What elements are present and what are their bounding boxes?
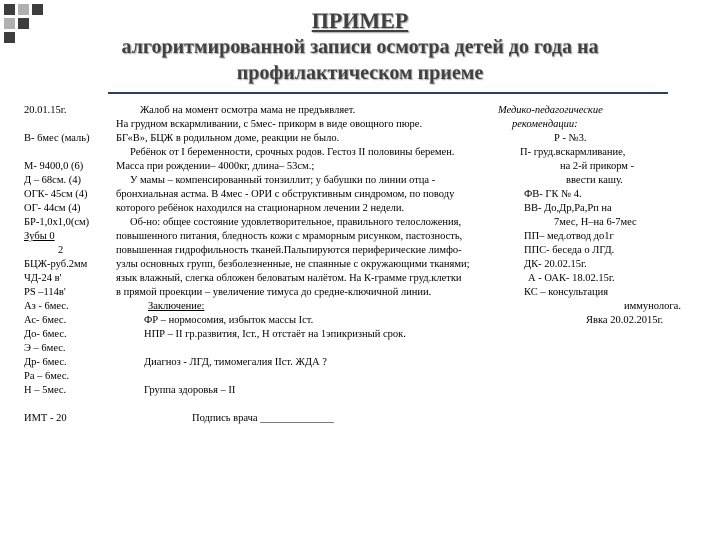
- left-line: Ас- 6мес.: [24, 315, 67, 326]
- recommendations-heading: рекомендации:: [512, 119, 578, 130]
- middle-line: НПР – II гр.развития, Iст., Н отстаёт на 1эпикризный срок.: [144, 329, 406, 340]
- left-line: 20.01.15г.: [24, 105, 67, 116]
- left-line: До- 6мес.: [24, 329, 67, 340]
- right-line: 7мес, Н–на 6-7мес: [554, 217, 637, 228]
- left-line: PS –114в': [24, 287, 66, 298]
- middle-line: язык влажный, слегка обложен беловатым налётом. На К-грамме груд.клетки: [116, 273, 462, 284]
- left-line: В- 6мес (маль): [24, 133, 90, 144]
- middle-line: в прямой проекции – увеличение тимуса до средне-ключичной линии.: [116, 287, 432, 298]
- page-subtitle-line2: профилактическом приеме: [236, 62, 484, 84]
- left-line: Зубы 0: [24, 231, 55, 242]
- middle-line: ФР – нормосомия, избыток массы Iст.: [144, 315, 314, 326]
- right-line: ВВ- До,Др,Ра,Рп на: [524, 203, 612, 214]
- middle-line: Масса при рождении– 4000кг, длина– 53см.;: [116, 161, 315, 172]
- diagnosis-line: Диагноз - ЛГД, тимомегалия IIст. ЖДА ?: [144, 357, 327, 368]
- left-line: ЧД-24 в': [24, 273, 62, 284]
- right-line: А - ОАК- 18.02.15г.: [528, 273, 615, 284]
- recommendations-heading: Медико-педагогические: [498, 105, 603, 116]
- middle-line: Об-но: общее состояние удовлетворительное, правильного телосложения,: [130, 217, 462, 228]
- health-group-line: Группа здоровья – II: [144, 385, 236, 396]
- left-line: Др- 6мес.: [24, 357, 67, 368]
- middle-line: которого ребёнок находился на стационарном лечении 2 недели.: [116, 203, 405, 214]
- right-line: на 2-й прикорм -: [560, 161, 635, 172]
- left-line: Э – 6мес.: [24, 343, 66, 354]
- doctor-signature-line: Подпись врача ______________: [192, 413, 334, 424]
- left-line: БР-1,0х1,0(см): [24, 217, 90, 228]
- left-line: ИМТ - 20: [24, 413, 67, 424]
- right-line: ДК- 20.02.15г.: [524, 259, 587, 270]
- left-line: ОГ- 44см (4): [24, 203, 81, 214]
- left-line: Ра – 6мес.: [24, 371, 70, 382]
- left-line: 2: [58, 245, 64, 256]
- middle-line: Ребёнок от I беременности, срочных родов. Гестоз II половины беремен.: [130, 147, 455, 158]
- left-line: М- 9400,0 (6): [24, 161, 84, 172]
- left-line: ОГК- 45см (4): [24, 189, 88, 200]
- middle-line: бронхиальная астма. В 4мес - ОРИ с обструктивным синдромом, по поводу: [116, 189, 455, 200]
- page-title: ПРИМЕР: [311, 8, 409, 33]
- right-line: П- груд.вскармливание,: [520, 147, 626, 158]
- middle-line: повышенная гидрофильность тканей.Пальпируются периферические лимфо-: [116, 245, 462, 256]
- right-line: ввести кашу.: [566, 175, 623, 186]
- right-line: КС – консультация: [524, 287, 609, 298]
- right-line: Явка 20.02.2015г.: [586, 315, 664, 326]
- left-line: Аз - 6мес.: [24, 301, 69, 312]
- right-line: ППС- беседа о ЛГД.: [524, 245, 615, 256]
- middle-line: У мамы – компенсированный тонзиллит; у бабушки по линии отца -: [130, 175, 436, 186]
- page-subtitle-line1: алгоритмированной записи осмотра детей до года на: [121, 36, 599, 58]
- right-line: ФВ- ГК № 4.: [524, 189, 582, 200]
- middle-line: Жалоб на момент осмотра мама не предъявляет.: [140, 105, 356, 116]
- middle-line: узлы основных групп, безболезненные, не спаянные с окружающими тканями;: [116, 259, 470, 270]
- right-line: ПП– мед.отвод до1г: [524, 231, 614, 242]
- left-line: БЦЖ-руб.2мм: [24, 259, 88, 270]
- right-line: иммунолога.: [624, 301, 681, 312]
- middle-line: повышенного питания, бледность кожи с мраморным рисунком, пастозность,: [116, 231, 463, 242]
- left-line: Н – 5мес.: [24, 385, 67, 396]
- title-divider: [108, 92, 668, 94]
- left-line: Д – 68см. (4): [24, 175, 81, 186]
- conclusion-heading: Заключение:: [148, 301, 205, 312]
- right-line: Р - №3.: [554, 133, 587, 144]
- middle-line: БГ«В», БЦЖ в родильном доме, реакции не было.: [116, 133, 340, 144]
- middle-line: На грудном вскармливании, с 5мес- прикорм в виде овощного пюре.: [116, 119, 423, 130]
